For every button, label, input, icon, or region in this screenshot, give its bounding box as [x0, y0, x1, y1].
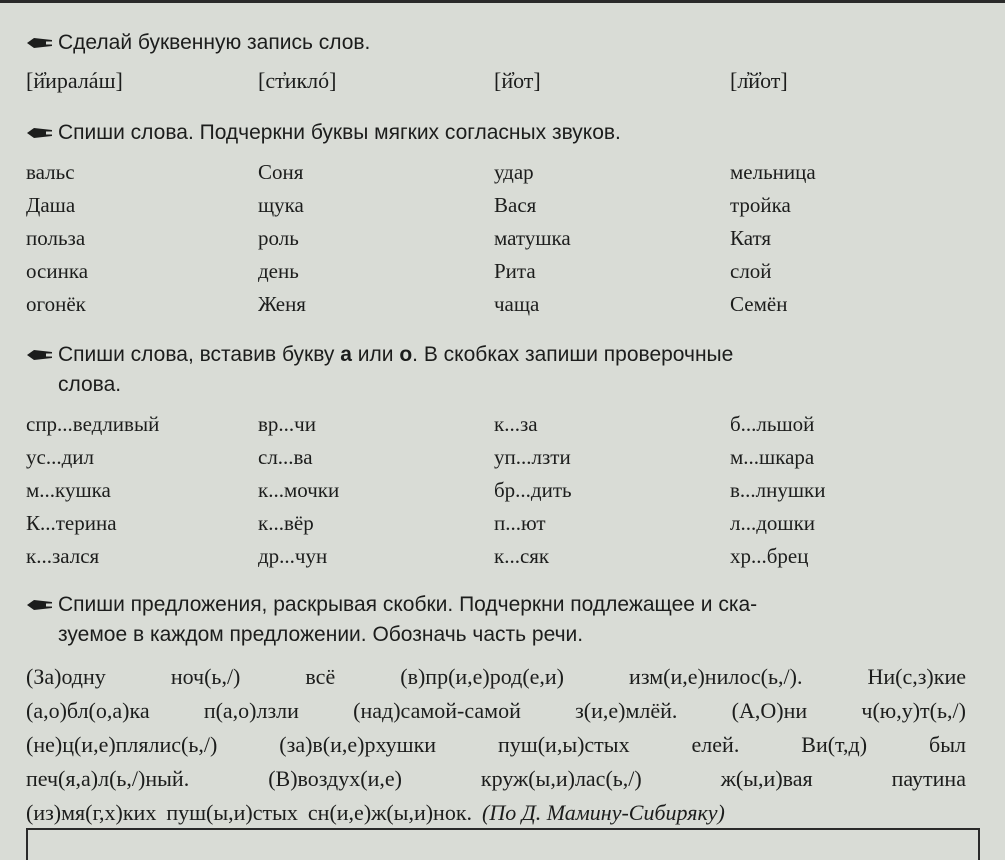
task-1-text: Сделай буквенную запись слов. [58, 31, 371, 54]
word: вальс [26, 160, 75, 184]
letter-a: а [340, 343, 352, 366]
word: л...дошки [730, 511, 816, 535]
paragraph-word: всё [305, 664, 336, 689]
word: м...шкара [730, 445, 815, 469]
word: осинка [26, 259, 89, 283]
next-task-frame [26, 828, 980, 860]
word: к...мочки [258, 478, 340, 502]
paragraph-line [26, 660, 966, 694]
pen-icon [26, 118, 58, 148]
word: бр...дить [494, 478, 572, 502]
word: огонёк [26, 292, 86, 316]
paragraph-word: пуш(ы,и)стых [166, 800, 298, 825]
paragraph-line [26, 762, 966, 796]
word: роль [258, 226, 299, 250]
word: удар [494, 160, 534, 184]
word: хр...брец [730, 544, 809, 568]
paragraph-word: (а,о)бл(о,а)ка [26, 698, 150, 723]
paragraph-word: был [929, 732, 966, 757]
task-3-text [58, 340, 733, 400]
word: б...льшой [730, 412, 815, 436]
word: сл...ва [258, 445, 313, 469]
word: К...терина [26, 511, 117, 535]
task-3 [26, 340, 733, 400]
word: Рита [494, 259, 536, 283]
exercise-paragraph [26, 660, 966, 830]
paragraph-word: изм(и,е)нилос(ь,/). [629, 664, 803, 689]
word: Вася [494, 193, 537, 217]
word: ус...дил [26, 445, 94, 469]
transcription-3: [й̓от] [494, 68, 541, 93]
pen-icon [26, 590, 58, 620]
paragraph-word: печ(я,а)л(ь,/)ный. [26, 766, 190, 791]
paragraph-word: ноч(ь,/) [170, 664, 241, 689]
paragraph-word: Ни(с,з)кие [867, 664, 966, 689]
paragraph-word: (не)ц(и,е)плялис(ь,/) [26, 732, 218, 757]
task-4 [26, 590, 757, 650]
paragraph-word: (из)мя(г,х)ких [26, 800, 157, 825]
word: щука [258, 193, 304, 217]
attribution: (По Д. Мамину-Сибиряку) [482, 800, 725, 825]
word: к...сяк [494, 544, 550, 568]
task-1 [26, 28, 370, 58]
pen-icon [26, 340, 58, 370]
word: слой [730, 259, 772, 283]
paragraph-word: ч(ю,у)т(ь,/) [861, 698, 966, 723]
word: Женя [258, 292, 306, 316]
task-3-text-part: или [351, 343, 400, 366]
word: в...лнушки [730, 478, 826, 502]
word: п...ют [494, 511, 546, 535]
word: Катя [730, 226, 772, 250]
word: тройка [730, 193, 791, 217]
paragraph-word: (в)пр(и,е)род(е,и) [400, 664, 565, 689]
task-3-text-part: Спиши слова, вставив букву [58, 343, 341, 366]
transcription-2: [ст̓иклó] [258, 68, 337, 93]
word: к...за [494, 412, 538, 436]
paragraph-word: (За)одну [26, 664, 106, 689]
paragraph-word: (за)в(и,е)рхушки [279, 732, 437, 757]
task-4-text-line2: зуемое в каждом предложении. Обозначь часть речи. [58, 623, 584, 646]
word: к...вёр [258, 511, 314, 535]
paragraph-word: круж(ы,и)лас(ь,/) [480, 766, 642, 791]
paragraph-word: сн(и,е)ж(ы,и)нок. [307, 800, 473, 825]
word: день [258, 259, 299, 283]
paragraph-word: паутина [891, 766, 966, 791]
task-2 [26, 118, 621, 148]
word: Даша [26, 193, 76, 217]
transcription-4: [л̓й̓от] [730, 68, 788, 93]
task-3-text-line2: слова. [58, 373, 122, 396]
word: Соня [258, 160, 304, 184]
task-2-text: Спиши слова. Подчеркни буквы мягких согласных звуков. [58, 121, 621, 144]
paragraph-word: з(и,е)млёй. [575, 698, 678, 723]
paragraph-word: п(а,о)лзли [203, 698, 299, 723]
word: Семён [730, 292, 788, 316]
pen-icon [26, 28, 58, 58]
letter-o: о [399, 343, 413, 366]
paragraph-word: ж(ы,и)вая [720, 766, 813, 791]
paragraph-word: (А,О)ни [731, 698, 808, 723]
transcription-1: [й̓иралáш] [26, 68, 123, 93]
paragraph-word: елей. [691, 732, 740, 757]
word: матушка [494, 226, 571, 250]
word: чаща [494, 292, 540, 316]
task-3-text-part: . В скобках запиши проверочные [412, 343, 734, 366]
word: польза [26, 226, 86, 250]
paragraph-word: (над)самой-самой [353, 698, 521, 723]
word: к...зался [26, 544, 100, 568]
top-border [0, 0, 1005, 3]
word: м...кушка [26, 478, 111, 502]
paragraph-word: пуш(и,ы)стых [498, 732, 630, 757]
word: вр...чи [258, 412, 316, 436]
paragraph-word: (В)воздух(и,е) [268, 766, 402, 791]
paragraph-line [26, 694, 966, 728]
word: спр...ведливый [26, 412, 160, 436]
word: уп...лзти [494, 445, 571, 469]
task-4-text [58, 590, 757, 650]
paragraph-word: Ви(т,д) [801, 732, 868, 757]
word: мельница [730, 160, 816, 184]
task-4-text-line1: Спиши предложения, раскрывая скобки. Подчеркни подлежащее и ска- [58, 593, 758, 616]
word: др...чун [258, 544, 328, 568]
paragraph-line [26, 796, 966, 830]
paragraph-line [26, 728, 966, 762]
